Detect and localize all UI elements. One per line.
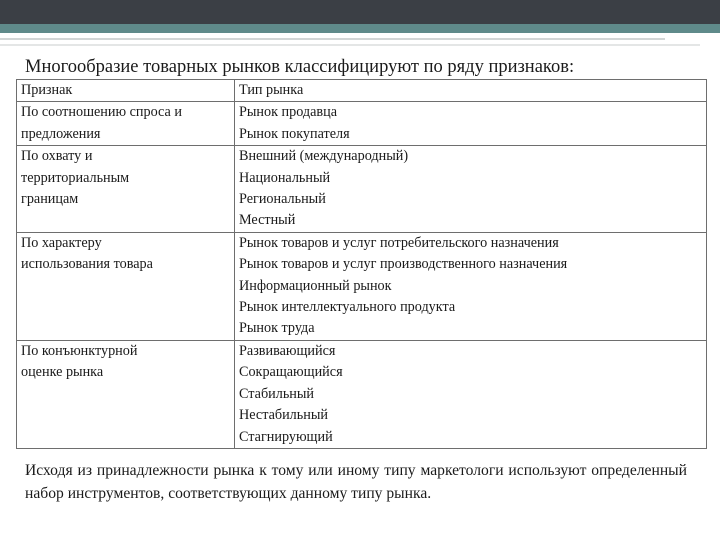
market-type: Местный	[239, 212, 296, 229]
market-type: Сокращающийся	[239, 364, 343, 381]
market-type: Развивающийся	[239, 342, 336, 359]
market-type: Информационный рынок	[239, 277, 392, 294]
header-criterion: Признак	[17, 80, 235, 102]
decorative-stripe	[0, 44, 700, 46]
market-type: Нестабильный	[239, 407, 328, 424]
criterion-cell	[17, 102, 235, 146]
market-type: Рынок покупателя	[239, 125, 350, 142]
market-type: Национальный	[239, 169, 331, 186]
criterion-text: По охвату и	[21, 148, 93, 165]
criterion-cell	[17, 340, 235, 448]
criterion-cell	[17, 232, 235, 340]
market-type: Рынок труда	[239, 320, 315, 337]
decorative-stripe	[0, 38, 665, 40]
criterion-text: границам	[21, 191, 79, 208]
market-type: Рынок продавца	[239, 104, 338, 121]
criterion-text: По конъюнктурной	[21, 342, 138, 359]
criterion-cell	[17, 146, 235, 233]
market-type: Рынок интеллектуального продукта	[239, 299, 456, 316]
slide-accent-bar	[0, 24, 720, 33]
market-types-cell	[235, 232, 707, 340]
criterion-text: использования товара	[21, 256, 153, 273]
market-classification-table	[16, 79, 707, 449]
market-type: Региональный	[239, 191, 326, 208]
table-header-row	[17, 80, 707, 102]
criterion-text: По характеру	[21, 234, 102, 251]
market-type: Рынок товаров и услуг производственного назначения	[239, 256, 568, 273]
market-type: Рынок товаров и услуг потребительского назначения	[239, 234, 559, 251]
market-types-cell	[235, 340, 707, 448]
market-type: Внешний (международный)	[239, 148, 409, 165]
criterion-text: По соотношению спроса и	[21, 104, 182, 121]
criterion-text: предложения	[21, 125, 101, 142]
market-types-cell	[235, 146, 707, 233]
table-row	[17, 102, 707, 146]
header-market-type: Тип рынка	[235, 80, 707, 102]
criterion-text: территориальным	[21, 169, 130, 186]
conclusion-paragraph: Исходя из принадлежности рынка к тому или иному типу маркетологи используют определенный набор инструментов, соответствующих данному типу рынка.	[25, 462, 687, 502]
slide-title: Многообразие товарных рынков классифицируют по ряду признаков:	[25, 57, 575, 77]
table-row	[17, 146, 707, 233]
market-type: Стабильный	[239, 385, 315, 402]
market-types-cell	[235, 102, 707, 146]
criterion-text: оценке рынка	[21, 364, 104, 381]
table-row	[17, 232, 707, 340]
table-row	[17, 340, 707, 448]
slide-top-bar	[0, 0, 720, 24]
market-type: Стагнирующий	[239, 428, 333, 445]
